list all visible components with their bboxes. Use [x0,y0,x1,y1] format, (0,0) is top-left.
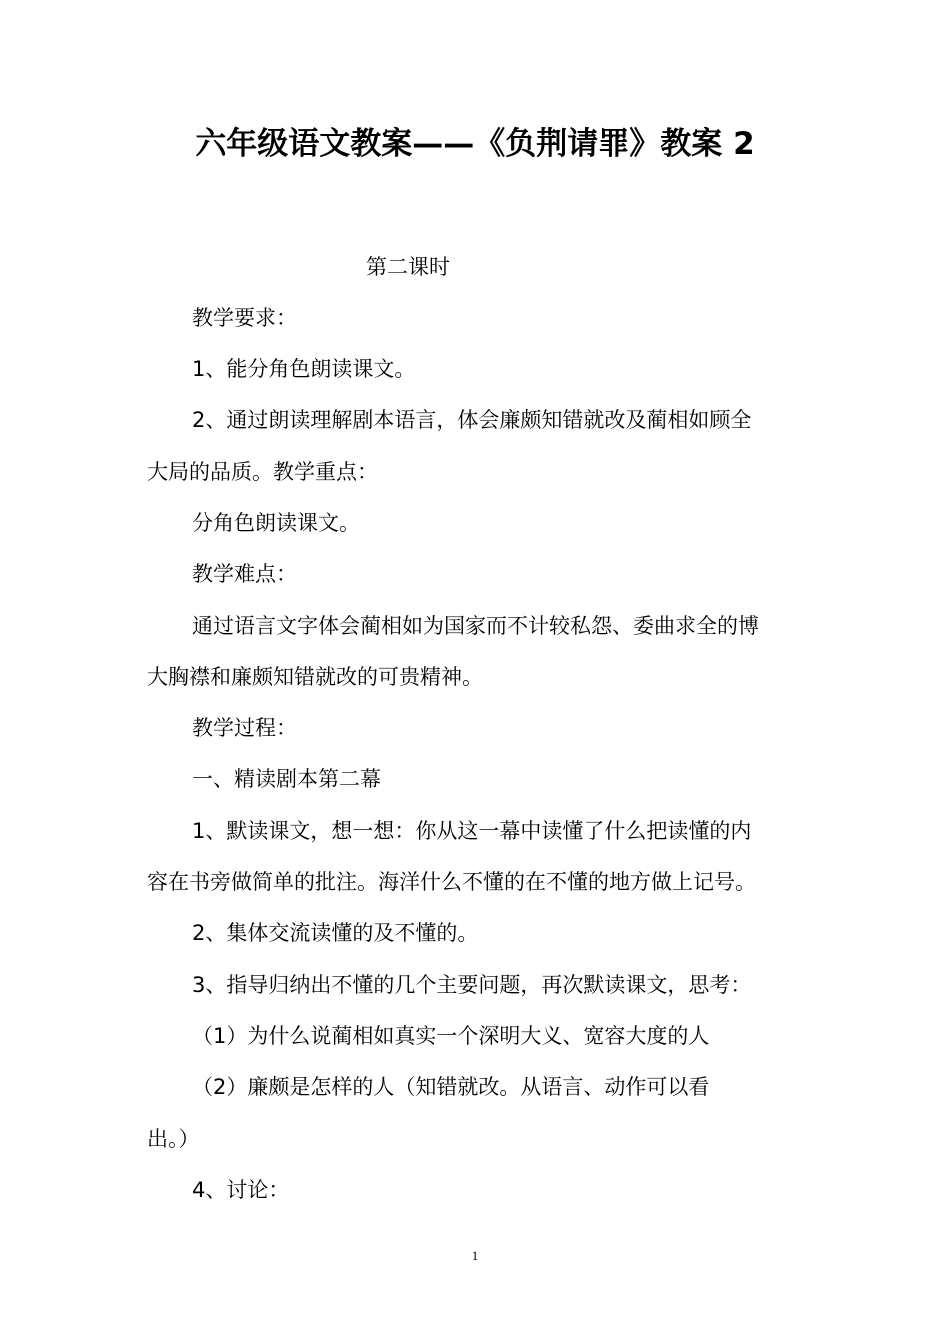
lesson-period: 第二课时 [366,255,450,279]
teaching-requirements-heading: 教学要求： [192,306,297,330]
page-number: 1 [471,1248,479,1263]
step-4: 4、讨论： [192,1178,290,1202]
question-1: （1）为什么说蔺相如真实一个深明大义、宽容大度的人 [192,1024,710,1048]
step-1-line-2: 容在书旁做简单的批注。海洋什么不懂的在不懂的地方做上记号。 [147,870,756,894]
process-heading: 教学过程： [192,716,297,740]
section-1-heading: 一、精读剧本第二幕 [192,767,381,791]
difficulty-line-2: 大胸襟和廉颇知错就改的可贵精神。 [147,665,483,689]
key-point: 分角色朗读课文。 [192,511,360,535]
document-title: 六年级语文教案——《负荆请罪》教案 2 [195,126,755,162]
step-1-line-1: 1、默读课文，想一想：你从这一幕中读懂了什么把读懂的内 [192,819,752,843]
difficulty-line-1: 通过语言文字体会蔺相如为国家而不计较私怨、委曲求全的博 [192,614,759,638]
question-2-line-2: 出。） [147,1127,200,1151]
step-3: 3、指导归纳出不懂的几个主要问题，再次默读课文，思考： [192,973,752,997]
question-2-line-1: （2）廉颇是怎样的人（知错就改。从语言、动作可以看 [192,1075,710,1099]
requirement-2-line-1: 2、通过朗读理解剧本语言，体会廉颇知错就改及蔺相如顾全 [192,408,752,432]
difficulty-heading: 教学难点： [192,562,297,586]
requirement-2-line-2: 大局的品质。教学重点： [147,460,378,484]
requirement-1: 1、能分角色朗读课文。 [192,357,416,381]
step-2: 2、集体交流读懂的及不懂的。 [192,921,479,945]
